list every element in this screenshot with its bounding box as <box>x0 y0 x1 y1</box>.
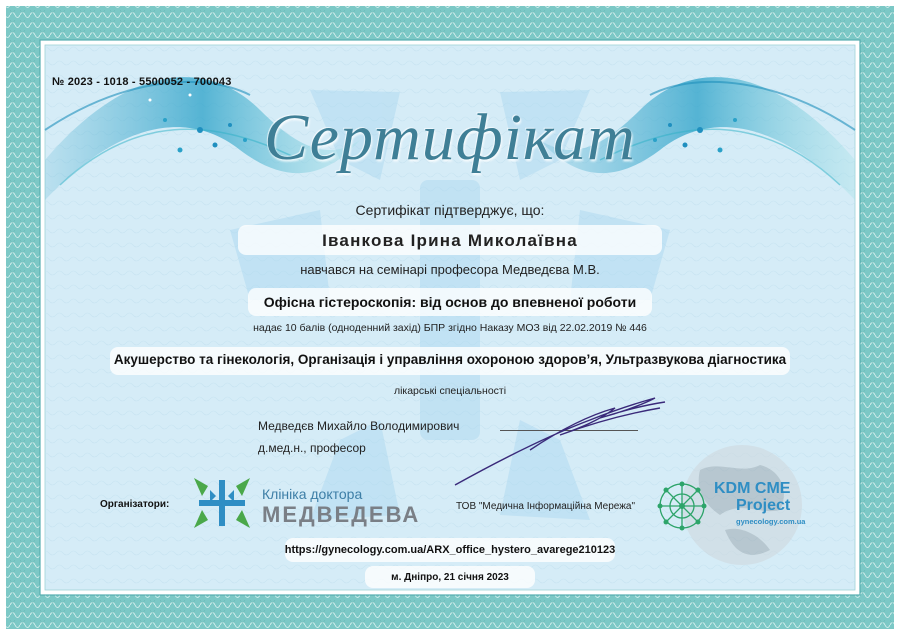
signer-name: Медведєв Михайло Володимирович <box>258 419 460 433</box>
signer-degree: д.мед.н., професор <box>258 441 366 455</box>
clinic-logo-top-text: Клініка доктора <box>262 486 363 502</box>
clinic-logo-icon <box>190 476 254 530</box>
place-date: м. Дніпро, 21 січня 2023 <box>391 572 509 583</box>
verification-url[interactable]: https://gynecology.com.ua/ARX_office_hystero_avarege210123 <box>284 544 616 556</box>
organizer-2-name: ТОВ "Медична Інформаційна Мережа" <box>456 501 636 512</box>
recipient-name: Іванкова Ірина Миколаївна <box>322 231 578 250</box>
specialties-text: Акушерство та гінекологія, Організація і управління охороною здоров’я, Ультразвукова діагностика <box>113 352 787 367</box>
kdm-logo-line2: Project <box>736 497 791 514</box>
serial-number: № 2023 - 1018 - 5500052 - 700043 <box>52 76 232 88</box>
specialties-caption: лікарські спеціальності <box>393 385 507 397</box>
certificate-title: Сертифікат <box>264 101 636 174</box>
studied-text: навчався на семінарі професора Медведєва М.В. <box>300 262 600 277</box>
kdm-logo-line1: KDM CME <box>714 480 791 497</box>
organizers-label: Організатори: <box>100 499 170 510</box>
kdm-network-icon <box>656 480 708 532</box>
course-title: Офісна гістероскопія: від основ до впевненої роботи <box>263 294 637 310</box>
clinic-logo-main-text: МЕДВЕДЕВА <box>262 502 421 527</box>
signature-scribble <box>440 380 680 490</box>
kdm-logo-site: gynecology.com.ua <box>736 517 806 526</box>
confirms-text: Сертифікат підтверджує, що: <box>355 202 545 218</box>
points-text: надає 10 балів (одноденний захід) БПР згідно Наказу МОЗ від 22.02.2019 № 446 <box>253 322 647 334</box>
